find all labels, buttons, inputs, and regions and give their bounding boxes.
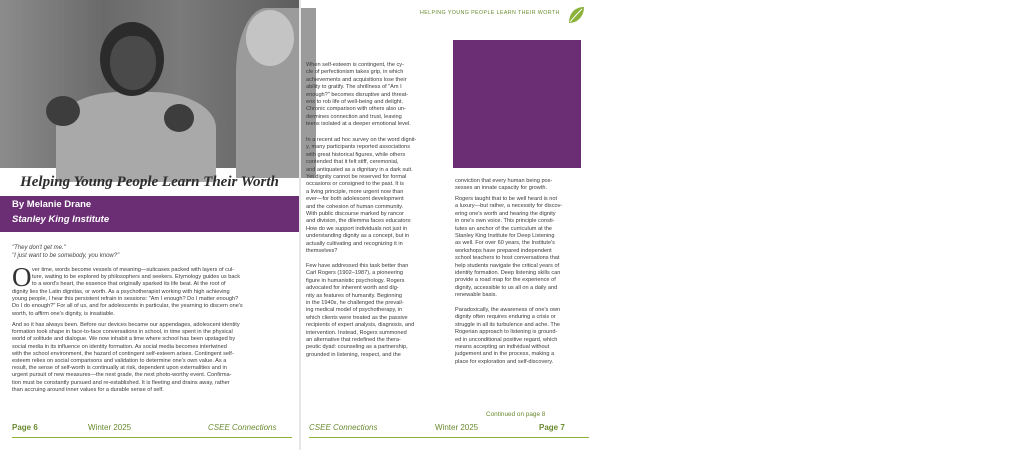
text-line: Yet dignity cannot be reserved for formal bbox=[306, 174, 407, 180]
text-line: In a recent ad hoc survey on the word dignit- bbox=[306, 137, 417, 143]
text-line: which clients were treated as the passive bbox=[306, 314, 408, 321]
text-line: sesses an innate capacity for growth. bbox=[455, 185, 548, 192]
leaf-logo-icon bbox=[565, 4, 587, 26]
text-line: urgent pursuit of new measures—the next grade, the next photo-worthy event. Confirma- bbox=[12, 372, 232, 379]
text-line: achievements and acquisitions lose their bbox=[306, 76, 407, 83]
text-line: Rogers taught that to be well heard is not bbox=[455, 196, 557, 202]
text-line: judgement and in the process, making a bbox=[455, 351, 555, 358]
text-line: actually cultivating and recognizing it in bbox=[306, 240, 403, 247]
text-line: in the 1940s, he challenged the prevail- bbox=[306, 300, 404, 306]
text-line: worth, to affirm one's dignity, is insatiable. bbox=[12, 310, 115, 317]
text-line: ens to rob life of well-being and delight. bbox=[306, 99, 404, 105]
article-title: Helping Young People Learn Their Worth bbox=[20, 174, 279, 190]
text-line: an alternative that redefined the thera- bbox=[306, 337, 401, 343]
text-line: Stanley King Institute for Deep Listening bbox=[455, 233, 555, 239]
text-line: contended that it felt stiff, ceremonial, bbox=[306, 159, 399, 166]
text-line: And so it has always been. Before our devices became our appendages, adolescent identity bbox=[12, 322, 240, 328]
footer-rule bbox=[12, 437, 292, 438]
text-line: young people, I hear this persistent refrain in sessions: "Am I enough? Do I matter enough? bbox=[12, 296, 239, 303]
epigraph-line: "They don't get me." bbox=[12, 245, 66, 251]
text-line: with great historical figures, while others bbox=[306, 151, 406, 158]
text-line: tutes an anchor of the curriculum at the bbox=[455, 225, 553, 232]
author-name: By Melanie Drane bbox=[12, 199, 92, 210]
text-line: a living principle, more urgent now than bbox=[306, 188, 404, 195]
page-number: Page 7 bbox=[539, 423, 565, 432]
continued-note: Continued on page 8 bbox=[486, 411, 546, 418]
text-line: intervention. Instead, Rogers summoned bbox=[306, 329, 407, 336]
text-line: rather, a necessity bbox=[944, 161, 1006, 170]
text-line: and antiquated as a dignitary in a dark suit. bbox=[306, 166, 413, 173]
text-line: dignity, accessible to us all on a daily and bbox=[455, 284, 558, 291]
text-line: ture, waiting to be explored by philosophers and seekers. Etymology guides us back bbox=[32, 274, 241, 281]
text-line: worth and hearing bbox=[943, 182, 1007, 191]
running-head: HELPING YOUNG PEOPLE LEARN THEIR WORTH bbox=[420, 10, 560, 16]
text-line: cle of perfectionism takes grip, in which bbox=[306, 69, 404, 76]
text-line: formation took shape in face-to-face conversations in school, in time spent in the physical bbox=[12, 329, 233, 336]
text-line: is not a luxury—but bbox=[940, 150, 1010, 160]
article-photo bbox=[0, 0, 299, 168]
text-line: place for exploration and self-discovery. bbox=[455, 358, 554, 365]
footer-rule bbox=[309, 437, 589, 438]
pull-quote-box bbox=[453, 40, 581, 168]
drop-cap: O bbox=[12, 262, 32, 292]
byline-bar bbox=[0, 196, 299, 232]
page-number: Page 6 bbox=[12, 423, 38, 432]
text-line: esteem relies on social comparisons and validation to determine one's own value. As a bbox=[12, 358, 227, 364]
left-footer bbox=[12, 423, 292, 435]
issue-date: Winter 2025 bbox=[435, 423, 479, 432]
epigraph-line: "I just want to be somebody, you know?" bbox=[12, 253, 120, 259]
text-line: ever—for both adolescent development bbox=[306, 196, 404, 203]
text-line: teens isolated at a deeper emotional level. bbox=[306, 121, 411, 128]
text-line: world of solitude and dialogue. We now inhabit a time where school has been upstaged by bbox=[12, 336, 236, 343]
text-line: ability to gratify. The shrillness of "Am I bbox=[306, 84, 402, 91]
publication-name: CSEE Connections bbox=[208, 423, 277, 432]
text-line: a luxury—but rather, a necessity for discov- bbox=[455, 203, 563, 210]
text-line: means accepting an individual without bbox=[455, 344, 550, 350]
text-line: dermines connection and trust, leaving bbox=[306, 113, 402, 120]
text-line: peutic dyad: counseling as a partnership, bbox=[306, 344, 408, 351]
text-line: themselves? bbox=[306, 248, 338, 254]
text-line: advocated for inherent worth and dig- bbox=[306, 285, 399, 292]
author-affiliation: Stanley King Institute bbox=[12, 214, 110, 225]
text-line: own voice." bbox=[954, 203, 996, 212]
publication-name: CSEE Connections bbox=[309, 423, 378, 432]
text-line: grounded in listening, respect, and the bbox=[306, 351, 401, 358]
text-line: ver time, words become vessels of meaning—suitcases packed with layers of cul- bbox=[32, 267, 235, 273]
text-line: When self-esteem is contingent, the cy- bbox=[306, 62, 404, 68]
text-line: recipients of expert analysis, diagnosis, and bbox=[306, 322, 415, 329]
text-line: enough?" becomes disruptive and threat- bbox=[306, 91, 409, 98]
text-line: social media in its influence on identity formation. As social media becomes intertwined bbox=[12, 343, 227, 350]
text-line: tion must be constantly pursued and re-established. It is fleeting and drains away, rather bbox=[12, 379, 230, 386]
text-line: result, the sense of self-worth is continually at risk, dependent upon externalities and in bbox=[12, 365, 227, 372]
text-line: figure in humanistic psychology. Rogers bbox=[306, 277, 405, 284]
text-line: and division, the dilemma faces educators: bbox=[306, 218, 412, 225]
text-line: help students navigate the critical years of bbox=[455, 262, 560, 269]
text-line: the dignity in one's bbox=[942, 192, 1008, 202]
text-line: renewable basis. bbox=[455, 292, 497, 299]
text-line: nity as features of humanity. Beginning bbox=[306, 292, 402, 299]
text-line: with the school environment, the hazard of contingent self-esteem arises. Contingent self- bbox=[12, 350, 234, 357]
text-line: for discovering one's bbox=[939, 171, 1011, 181]
text-line: How do we support individuals not just in bbox=[306, 225, 408, 232]
text-line: identity formation. Deep listening skills can bbox=[455, 270, 561, 276]
text-line: "… to be well heard bbox=[940, 140, 1010, 149]
text-line: school teachers to host conversations that bbox=[455, 255, 560, 262]
text-line: Do I do enough?" For all of us, and for adolescents in particular, the yearning to discern one's bbox=[12, 303, 243, 310]
text-line: dignity lies the Latin dignitas, or worth. As a psychotherapist working with high achieving bbox=[12, 289, 230, 295]
text-line: ering one's worth and hearing the dignity bbox=[455, 210, 556, 217]
text-line: conviction that every human being pos- bbox=[455, 178, 553, 184]
text-line: dignity often requires enduring a crisis or bbox=[455, 314, 556, 321]
right-footer bbox=[309, 423, 589, 435]
text-line: provide a road map for the experience of bbox=[455, 277, 556, 284]
text-line: Paradoxically, the awareness of one's own bbox=[455, 307, 561, 313]
issue-date: Winter 2025 bbox=[88, 423, 132, 432]
text-line: ed in unconditional positive regard, which bbox=[455, 336, 558, 343]
text-line: Carl Rogers (1902–1987), a pioneering bbox=[306, 270, 404, 277]
text-line: occasions or consigned to the past. It is bbox=[306, 181, 404, 188]
text-line: to a word's heart, the essence that originally sparked its life beat. At the root of bbox=[32, 281, 226, 288]
text-line: as well. For over 60 years, the Institute's bbox=[455, 240, 555, 247]
text-line: than accruing around inner values for a durable sense of self. bbox=[12, 386, 164, 393]
text-line: struggle in all its turbulence and ache. The bbox=[455, 321, 561, 328]
text-line: understanding dignity as a concept, but in bbox=[306, 233, 410, 240]
text-line: workshops have prepared independent bbox=[455, 247, 552, 254]
text-line: and the cohesion of human community. bbox=[306, 203, 404, 210]
text-line: ing medical model of psychotherapy, in bbox=[306, 307, 403, 314]
text-line: With public discourse marked by rancor bbox=[306, 211, 404, 217]
page-gutter bbox=[299, 0, 301, 450]
text-line: Rogerian approach to listening is ground- bbox=[455, 329, 558, 336]
text-line: Few have addressed this task better than bbox=[306, 263, 409, 269]
text-line: Chronic comparison with others also un- bbox=[306, 106, 406, 113]
text-line: in one's own voice. This principle consti- bbox=[455, 218, 555, 225]
text-line: y, many participants reported associations bbox=[306, 144, 411, 151]
